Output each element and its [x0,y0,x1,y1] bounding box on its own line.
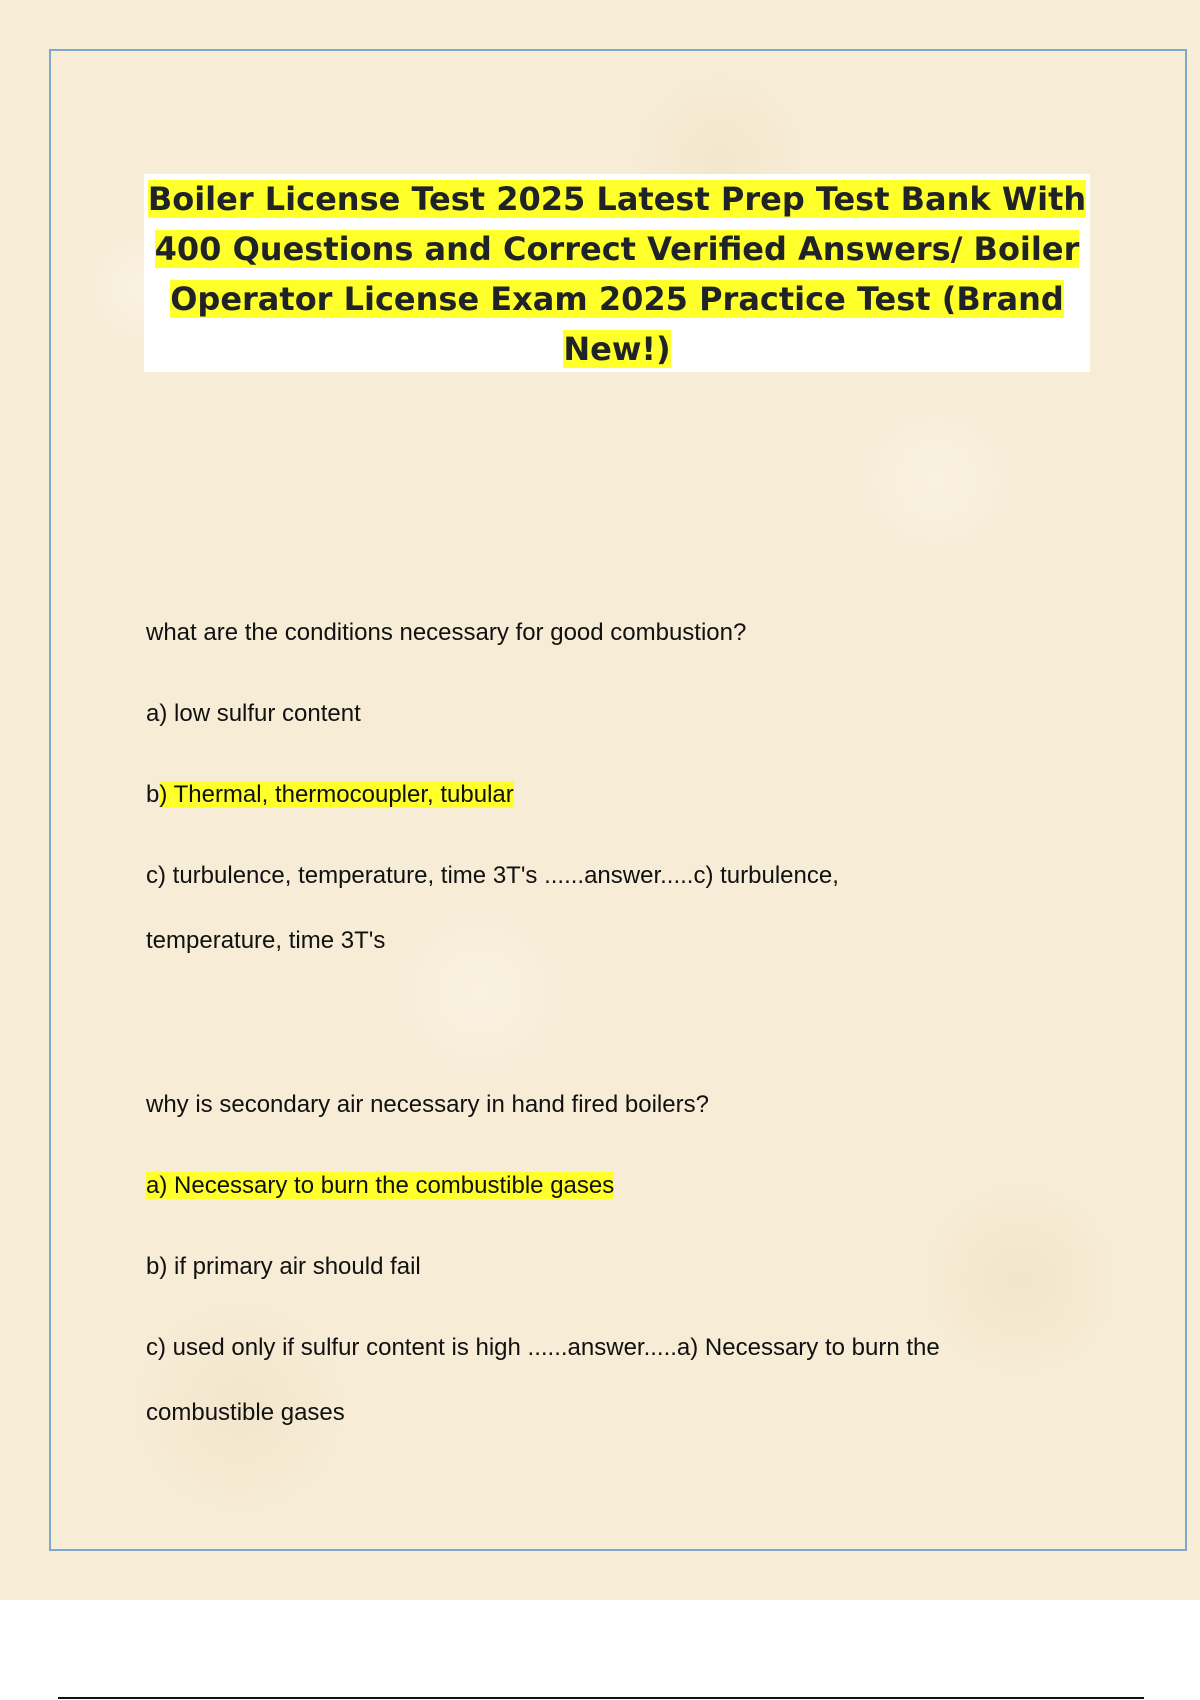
question-1-text: what are the conditions necessary for good combustion? [146,619,747,646]
question-1-option-b-prefix: b [146,781,160,808]
title-line-1: Boiler License Test 2025 Latest Prep Test Bank With [147,180,1087,218]
title-line-4: New!) [563,330,671,368]
question-2-option-a-highlight: a) Necessary to burn the combustible gases [146,1172,615,1199]
question-1-option-b [146,780,514,810]
question-1-option-c-line-1: c) turbulence, temperature, time 3T's ......answer.....c) turbulence, [146,862,839,889]
title-line-2: 400 Questions and Correct Verified Answers/ Boiler [154,230,1080,268]
title-line-3: Operator License Exam 2025 Practice Test (Brand [170,280,1064,318]
question-2-text: why is secondary air necessary in hand fired boilers? [146,1091,709,1118]
footer-divider [58,1697,1144,1699]
question-2-option-c-line-2: combustible gases [146,1399,345,1426]
question-2-option-a [146,1171,614,1201]
question-2-option-b: b) if primary air should fail [146,1253,421,1280]
question-2-option-c-line-1: c) used only if sulfur content is high ......answer.....a) Necessary to burn the [146,1334,940,1361]
question-1-option-b-highlight: ) Thermal, thermocoupler, tubular [159,781,514,808]
document-title [144,174,1090,372]
question-1-option-c-line-2: temperature, time 3T's [146,927,386,954]
question-1-option-a: a) low sulfur content [146,700,361,727]
